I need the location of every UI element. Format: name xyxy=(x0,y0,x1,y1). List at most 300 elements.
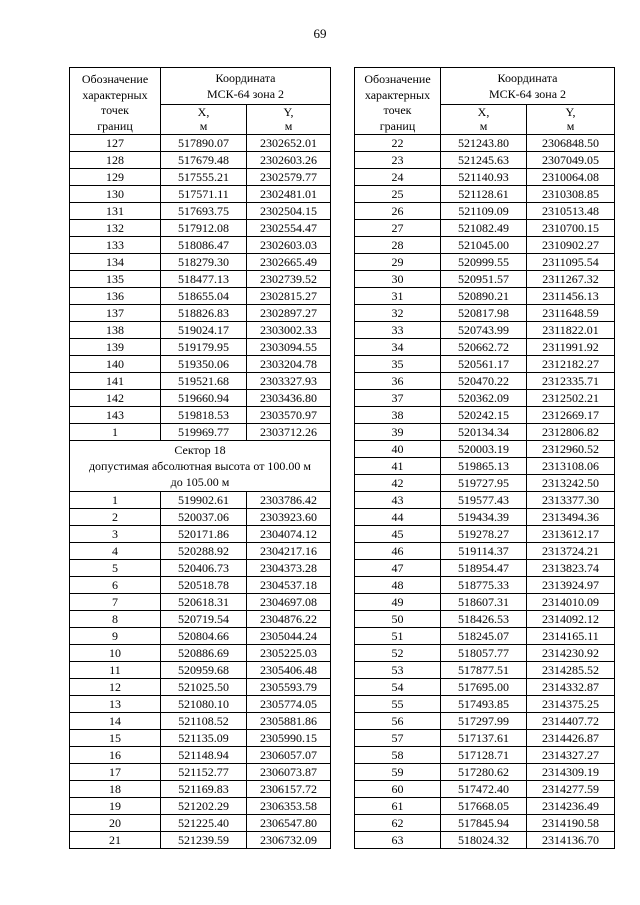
x-coordinate-cell: 517890.07 xyxy=(161,135,247,152)
table-row xyxy=(70,645,331,662)
x-column-header: X, м xyxy=(161,104,247,134)
coordinates-table-right xyxy=(354,67,615,849)
y-coordinate-cell: 2306157.72 xyxy=(247,781,331,798)
x-coordinate-cell: 518245.07 xyxy=(441,628,527,645)
table-row xyxy=(70,271,331,288)
point-number-cell: 19 xyxy=(70,798,161,815)
point-number-cell: 14 xyxy=(70,713,161,730)
table-row xyxy=(70,492,331,509)
y-coordinate-cell: 2314309.19 xyxy=(527,764,615,781)
y-coordinate-cell: 2304537.18 xyxy=(247,577,331,594)
x-coordinate-cell: 520999.55 xyxy=(441,254,527,271)
table-row xyxy=(355,730,615,747)
x-coordinate-cell: 520817.98 xyxy=(441,305,527,322)
table-row xyxy=(355,526,615,543)
y-coordinate-cell: 2313823.74 xyxy=(527,560,615,577)
table-row xyxy=(70,237,331,254)
y-coordinate-cell: 2314092.12 xyxy=(527,611,615,628)
y-coordinate-cell: 2302554.47 xyxy=(247,220,331,237)
table-row xyxy=(355,458,615,475)
x-coordinate-cell: 521045.00 xyxy=(441,237,527,254)
point-number-cell: 45 xyxy=(355,526,441,543)
y-coordinate-cell: 2302739.52 xyxy=(247,271,331,288)
point-number-cell: 134 xyxy=(70,254,161,271)
point-number-cell: 5 xyxy=(70,560,161,577)
table-body xyxy=(70,135,331,849)
x-coordinate-cell: 520362.09 xyxy=(441,390,527,407)
y-coordinate-cell: 2302504.15 xyxy=(247,203,331,220)
point-number-cell: 129 xyxy=(70,169,161,186)
point-number-cell: 130 xyxy=(70,186,161,203)
table-row xyxy=(70,339,331,356)
table-row xyxy=(70,203,331,220)
x-coordinate-cell: 517693.75 xyxy=(161,203,247,220)
table-body xyxy=(355,135,615,849)
point-number-cell: 58 xyxy=(355,747,441,764)
y-coordinate-cell: 2305881.86 xyxy=(247,713,331,730)
page-number: 69 xyxy=(313,26,327,41)
table-row xyxy=(355,424,615,441)
table-row xyxy=(70,288,331,305)
point-number-cell: 137 xyxy=(70,305,161,322)
table-row xyxy=(70,152,331,169)
point-number-cell: 10 xyxy=(70,645,161,662)
x-coordinate-cell: 521128.61 xyxy=(441,186,527,203)
table-row xyxy=(70,356,331,373)
table-row xyxy=(355,237,615,254)
table-row xyxy=(70,832,331,849)
table-row xyxy=(355,441,615,458)
x-coordinate-cell: 520134.34 xyxy=(441,424,527,441)
y-coordinate-cell: 2311991.92 xyxy=(527,339,615,356)
table-row xyxy=(70,679,331,696)
x-coordinate-cell: 520288.92 xyxy=(161,543,247,560)
point-number-cell: 41 xyxy=(355,458,441,475)
x-coordinate-cell: 518775.33 xyxy=(441,577,527,594)
table-row xyxy=(355,492,615,509)
point-number-cell: 23 xyxy=(355,152,441,169)
x-coordinate-cell: 520470.22 xyxy=(441,373,527,390)
x-coordinate-cell: 520618.31 xyxy=(161,594,247,611)
x-coordinate-cell: 520037.06 xyxy=(161,509,247,526)
point-number-cell: 21 xyxy=(70,832,161,849)
y-coordinate-cell: 2310064.08 xyxy=(527,169,615,186)
x-coordinate-cell: 521082.49 xyxy=(441,220,527,237)
point-number-cell: 138 xyxy=(70,322,161,339)
table-row xyxy=(355,628,615,645)
y-coordinate-cell: 2302481.01 xyxy=(247,186,331,203)
x-coordinate-cell: 518954.47 xyxy=(441,560,527,577)
x-coordinate-cell: 520242.15 xyxy=(441,407,527,424)
table-row xyxy=(355,356,615,373)
y-coordinate-cell: 2306057.07 xyxy=(247,747,331,764)
table-row xyxy=(355,543,615,560)
y-coordinate-cell: 2312502.21 xyxy=(527,390,615,407)
sector-heading-line: допустимая абсолютная высота от 100.00 м xyxy=(88,459,312,473)
y-column-header: Y, м xyxy=(527,104,615,134)
x-coordinate-cell: 519727.95 xyxy=(441,475,527,492)
x-coordinate-cell: 520719.54 xyxy=(161,611,247,628)
x-coordinate-cell: 519278.27 xyxy=(441,526,527,543)
point-number-cell: 52 xyxy=(355,645,441,662)
x-coordinate-cell: 517912.08 xyxy=(161,220,247,237)
table-row xyxy=(355,594,615,611)
point-number-cell: 1 xyxy=(70,492,161,509)
x-coordinate-cell: 521148.94 xyxy=(161,747,247,764)
y-coordinate-cell: 2304217.16 xyxy=(247,543,331,560)
table-row xyxy=(70,611,331,628)
y-coordinate-cell: 2314426.87 xyxy=(527,730,615,747)
y-coordinate-cell: 2305593.79 xyxy=(247,679,331,696)
table-row xyxy=(355,713,615,730)
point-number-cell: 48 xyxy=(355,577,441,594)
point-number-cell: 42 xyxy=(355,475,441,492)
table-row xyxy=(355,288,615,305)
y-coordinate-cell: 2314010.09 xyxy=(527,594,615,611)
table-row xyxy=(70,628,331,645)
table-row xyxy=(70,390,331,407)
y-coordinate-cell: 2314165.11 xyxy=(527,628,615,645)
y-coordinate-cell: 2306353.58 xyxy=(247,798,331,815)
x-coordinate-cell: 517668.05 xyxy=(441,798,527,815)
point-number-cell: 46 xyxy=(355,543,441,560)
x-coordinate-cell: 518477.13 xyxy=(161,271,247,288)
x-coordinate-cell: 519969.77 xyxy=(161,424,247,441)
table-row xyxy=(70,696,331,713)
y-coordinate-cell: 2306732.09 xyxy=(247,832,331,849)
point-number-cell: 26 xyxy=(355,203,441,220)
y-coordinate-cell: 2313108.06 xyxy=(527,458,615,475)
y-coordinate-cell: 2313612.17 xyxy=(527,526,615,543)
y-coordinate-cell: 2307049.05 xyxy=(527,152,615,169)
point-number-cell: 16 xyxy=(70,747,161,764)
y-coordinate-cell: 2303436.80 xyxy=(247,390,331,407)
x-coordinate-cell: 519179.95 xyxy=(161,339,247,356)
point-number-cell: 25 xyxy=(355,186,441,203)
x-coordinate-cell: 520561.17 xyxy=(441,356,527,373)
table-row xyxy=(355,169,615,186)
point-number-cell: 22 xyxy=(355,135,441,152)
x-coordinate-cell: 521202.29 xyxy=(161,798,247,815)
y-coordinate-cell: 2306547.80 xyxy=(247,815,331,832)
y-coordinate-cell: 2305406.48 xyxy=(247,662,331,679)
x-coordinate-cell: 519865.13 xyxy=(441,458,527,475)
point-number-cell: 61 xyxy=(355,798,441,815)
point-number-cell: 39 xyxy=(355,424,441,441)
y-coordinate-cell: 2310513.48 xyxy=(527,203,615,220)
x-coordinate-cell: 519434.39 xyxy=(441,509,527,526)
point-number-cell: 20 xyxy=(70,815,161,832)
table-row xyxy=(70,798,331,815)
table-row xyxy=(355,254,615,271)
y-coordinate-cell: 2303327.93 xyxy=(247,373,331,390)
point-number-cell: 28 xyxy=(355,237,441,254)
table-row xyxy=(355,305,615,322)
x-coordinate-cell: 521135.09 xyxy=(161,730,247,747)
x-coordinate-cell: 517280.62 xyxy=(441,764,527,781)
point-number-cell: 2 xyxy=(70,509,161,526)
x-column-header: X, м xyxy=(441,104,527,134)
point-number-cell: 37 xyxy=(355,390,441,407)
point-number-cell: 1 xyxy=(70,424,161,441)
table-row xyxy=(70,713,331,730)
table-row xyxy=(355,322,615,339)
y-coordinate-cell: 2303094.55 xyxy=(247,339,331,356)
table-row xyxy=(70,594,331,611)
point-number-cell: 12 xyxy=(70,679,161,696)
x-coordinate-cell: 520406.73 xyxy=(161,560,247,577)
point-number-cell: 49 xyxy=(355,594,441,611)
y-coordinate-cell: 2302652.01 xyxy=(247,135,331,152)
table-row xyxy=(355,390,615,407)
point-number-cell: 43 xyxy=(355,492,441,509)
table-row xyxy=(70,254,331,271)
x-coordinate-cell: 518024.32 xyxy=(441,832,527,849)
point-number-cell: 31 xyxy=(355,288,441,305)
x-coordinate-cell: 518057.77 xyxy=(441,645,527,662)
point-number-cell: 56 xyxy=(355,713,441,730)
y-coordinate-cell: 2304876.22 xyxy=(247,611,331,628)
x-coordinate-cell: 517472.40 xyxy=(441,781,527,798)
x-coordinate-cell: 519024.17 xyxy=(161,322,247,339)
y-coordinate-cell: 2312806.82 xyxy=(527,424,615,441)
table-row xyxy=(70,424,331,441)
point-number-cell: 3 xyxy=(70,526,161,543)
table-row xyxy=(70,220,331,237)
table-row xyxy=(355,509,615,526)
y-coordinate-cell: 2305044.24 xyxy=(247,628,331,645)
y-coordinate-cell: 2302815.27 xyxy=(247,288,331,305)
table-row xyxy=(70,407,331,424)
y-coordinate-cell: 2314375.25 xyxy=(527,696,615,713)
y-column-header: Y, м xyxy=(247,104,331,134)
x-coordinate-cell: 521109.09 xyxy=(441,203,527,220)
x-coordinate-cell: 517877.51 xyxy=(441,662,527,679)
y-coordinate-cell: 2314332.87 xyxy=(527,679,615,696)
y-coordinate-cell: 2311456.13 xyxy=(527,288,615,305)
y-coordinate-cell: 2312182.27 xyxy=(527,356,615,373)
point-number-cell: 47 xyxy=(355,560,441,577)
x-coordinate-cell: 518607.31 xyxy=(441,594,527,611)
table-row xyxy=(70,169,331,186)
point-number-cell: 35 xyxy=(355,356,441,373)
point-number-cell: 32 xyxy=(355,305,441,322)
x-coordinate-cell: 519818.53 xyxy=(161,407,247,424)
table-row xyxy=(355,407,615,424)
table-row xyxy=(355,220,615,237)
table-row xyxy=(355,747,615,764)
x-coordinate-cell: 519577.43 xyxy=(441,492,527,509)
point-number-cell: 38 xyxy=(355,407,441,424)
x-coordinate-cell: 521140.93 xyxy=(441,169,527,186)
point-number-cell: 15 xyxy=(70,730,161,747)
x-coordinate-cell: 520951.57 xyxy=(441,271,527,288)
point-number-cell: 59 xyxy=(355,764,441,781)
point-number-cell: 140 xyxy=(70,356,161,373)
x-coordinate-cell: 520003.19 xyxy=(441,441,527,458)
x-coordinate-cell: 517297.99 xyxy=(441,713,527,730)
table-row xyxy=(355,135,615,152)
point-number-cell: 50 xyxy=(355,611,441,628)
point-number-cell: 29 xyxy=(355,254,441,271)
x-coordinate-cell: 518426.53 xyxy=(441,611,527,628)
y-coordinate-cell: 2310308.85 xyxy=(527,186,615,203)
y-coordinate-cell: 2313242.50 xyxy=(527,475,615,492)
point-number-cell: 13 xyxy=(70,696,161,713)
y-coordinate-cell: 2306073.87 xyxy=(247,764,331,781)
table-row xyxy=(355,832,615,849)
point-number-cell: 11 xyxy=(70,662,161,679)
table-row xyxy=(355,798,615,815)
y-coordinate-cell: 2302603.26 xyxy=(247,152,331,169)
point-number-cell: 34 xyxy=(355,339,441,356)
y-coordinate-cell: 2302665.49 xyxy=(247,254,331,271)
x-coordinate-cell: 520890.21 xyxy=(441,288,527,305)
y-coordinate-cell: 2314136.70 xyxy=(527,832,615,849)
x-coordinate-cell: 519114.37 xyxy=(441,543,527,560)
y-coordinate-cell: 2314327.27 xyxy=(527,747,615,764)
table-row xyxy=(70,305,331,322)
x-coordinate-cell: 520959.68 xyxy=(161,662,247,679)
point-number-cell: 60 xyxy=(355,781,441,798)
point-number-cell: 30 xyxy=(355,271,441,288)
y-coordinate-cell: 2303002.33 xyxy=(247,322,331,339)
y-coordinate-cell: 2310902.27 xyxy=(527,237,615,254)
point-number-cell: 132 xyxy=(70,220,161,237)
x-coordinate-cell: 518826.83 xyxy=(161,305,247,322)
x-coordinate-cell: 521152.77 xyxy=(161,764,247,781)
point-number-cell: 17 xyxy=(70,764,161,781)
point-number-cell: 128 xyxy=(70,152,161,169)
point-number-cell: 27 xyxy=(355,220,441,237)
x-coordinate-cell: 520662.72 xyxy=(441,339,527,356)
y-coordinate-cell: 2310700.15 xyxy=(527,220,615,237)
table-row xyxy=(355,339,615,356)
point-number-cell: 143 xyxy=(70,407,161,424)
x-coordinate-cell: 517679.48 xyxy=(161,152,247,169)
x-coordinate-cell: 521239.59 xyxy=(161,832,247,849)
point-number-cell: 55 xyxy=(355,696,441,713)
x-coordinate-cell: 517555.21 xyxy=(161,169,247,186)
table-header xyxy=(70,68,331,135)
table-row xyxy=(355,696,615,713)
table-row xyxy=(70,781,331,798)
point-number-cell: 135 xyxy=(70,271,161,288)
point-number-cell: 33 xyxy=(355,322,441,339)
y-coordinate-cell: 2311267.32 xyxy=(527,271,615,288)
y-coordinate-cell: 2314236.49 xyxy=(527,798,615,815)
y-coordinate-cell: 2303570.97 xyxy=(247,407,331,424)
x-coordinate-cell: 521245.63 xyxy=(441,152,527,169)
table-row xyxy=(70,764,331,781)
x-coordinate-cell: 521243.80 xyxy=(441,135,527,152)
x-coordinate-cell: 520743.99 xyxy=(441,322,527,339)
x-coordinate-cell: 521080.10 xyxy=(161,696,247,713)
table-row xyxy=(355,152,615,169)
point-number-cell: 44 xyxy=(355,509,441,526)
x-coordinate-cell: 521025.50 xyxy=(161,679,247,696)
point-label-header: Обозначение характерных точек границ xyxy=(70,68,161,135)
x-coordinate-cell: 520171.86 xyxy=(161,526,247,543)
point-number-cell: 40 xyxy=(355,441,441,458)
table-row xyxy=(355,679,615,696)
sector-heading xyxy=(70,441,331,492)
point-number-cell: 131 xyxy=(70,203,161,220)
y-coordinate-cell: 2305990.15 xyxy=(247,730,331,747)
table-row xyxy=(70,815,331,832)
x-coordinate-cell: 519902.61 xyxy=(161,492,247,509)
x-coordinate-cell: 518086.47 xyxy=(161,237,247,254)
table-row xyxy=(355,373,615,390)
table-row xyxy=(355,560,615,577)
table-row xyxy=(355,764,615,781)
table-row xyxy=(70,322,331,339)
point-number-cell: 133 xyxy=(70,237,161,254)
coordinate-system-header: Координата МСК-64 зона 2 xyxy=(161,68,331,105)
y-coordinate-cell: 2303204.78 xyxy=(247,356,331,373)
y-coordinate-cell: 2311822.01 xyxy=(527,322,615,339)
table-row xyxy=(70,135,331,152)
y-coordinate-cell: 2303712.26 xyxy=(247,424,331,441)
table-row xyxy=(355,203,615,220)
point-number-cell: 51 xyxy=(355,628,441,645)
coordinates-table-left xyxy=(69,67,331,849)
sector-heading-line: до 105.00 м xyxy=(170,475,230,489)
point-number-cell: 139 xyxy=(70,339,161,356)
y-coordinate-cell: 2313724.21 xyxy=(527,543,615,560)
x-coordinate-cell: 519521.68 xyxy=(161,373,247,390)
x-coordinate-cell: 521108.52 xyxy=(161,713,247,730)
y-coordinate-cell: 2312960.52 xyxy=(527,441,615,458)
y-coordinate-cell: 2304373.28 xyxy=(247,560,331,577)
x-coordinate-cell: 521169.83 xyxy=(161,781,247,798)
point-number-cell: 62 xyxy=(355,815,441,832)
x-coordinate-cell: 517845.94 xyxy=(441,815,527,832)
x-coordinate-cell: 517695.00 xyxy=(441,679,527,696)
point-number-cell: 7 xyxy=(70,594,161,611)
y-coordinate-cell: 2305774.05 xyxy=(247,696,331,713)
point-number-cell: 57 xyxy=(355,730,441,747)
y-coordinate-cell: 2313924.97 xyxy=(527,577,615,594)
table-row xyxy=(355,645,615,662)
point-number-cell: 63 xyxy=(355,832,441,849)
x-coordinate-cell: 518655.04 xyxy=(161,288,247,305)
y-coordinate-cell: 2302897.27 xyxy=(247,305,331,322)
y-coordinate-cell: 2305225.03 xyxy=(247,645,331,662)
point-number-cell: 127 xyxy=(70,135,161,152)
table-row xyxy=(70,730,331,747)
table-row xyxy=(70,543,331,560)
y-coordinate-cell: 2302603.03 xyxy=(247,237,331,254)
y-coordinate-cell: 2314285.52 xyxy=(527,662,615,679)
point-number-cell: 24 xyxy=(355,169,441,186)
table-row xyxy=(355,815,615,832)
point-number-cell: 141 xyxy=(70,373,161,390)
y-coordinate-cell: 2304697.08 xyxy=(247,594,331,611)
point-number-cell: 6 xyxy=(70,577,161,594)
y-coordinate-cell: 2314190.58 xyxy=(527,815,615,832)
sector-heading-line: Сектор 18 xyxy=(174,443,226,457)
y-coordinate-cell: 2312335.71 xyxy=(527,373,615,390)
x-coordinate-cell: 517493.85 xyxy=(441,696,527,713)
table-row xyxy=(70,577,331,594)
y-coordinate-cell: 2311648.59 xyxy=(527,305,615,322)
table-row xyxy=(355,662,615,679)
table-row xyxy=(70,509,331,526)
y-coordinate-cell: 2314230.92 xyxy=(527,645,615,662)
y-coordinate-cell: 2314407.72 xyxy=(527,713,615,730)
table-row xyxy=(355,271,615,288)
